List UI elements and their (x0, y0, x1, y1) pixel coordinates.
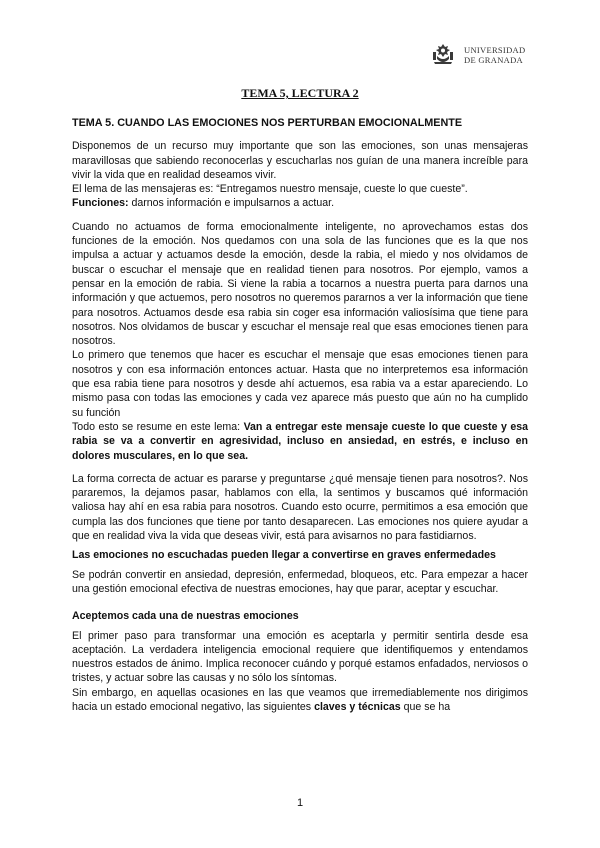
intro-paragraph-2: El lema de las mensajeras es: “Entregamos nuestro mensaje, cueste lo que cueste”. (72, 183, 468, 196)
logo-line-1: UNIVERSIDAD (464, 45, 526, 55)
university-crest-icon (428, 42, 458, 68)
body-paragraph-2: Lo primero que tenemos que hacer es escuchar el mensaje que esas emociones tienen para nosotros y con esa información entonces actuar. Hasta que no interpretemos esa información que esa rabia tiene para nosotros y desde ahí actuemos, esa rabia va a estar apareciendo. Lo mismo pasa con todas las emociones y cada vez aparece más puesto que aún no ha cumplido su función (72, 349, 528, 419)
university-logo (428, 42, 528, 68)
lema-intro: Todo esto se resume en este lema: (72, 420, 244, 433)
section-1-heading: Las emociones no escuchadas pueden llegar a convertirse en graves enfermedades (72, 549, 496, 562)
main-heading: TEMA 5. CUANDO LAS EMOCIONES NOS PERTURBAN EMOCIONALMENTE (72, 117, 463, 129)
section-2-p2-start: Sin embargo, en aquellas ocasiones en las que veamos que irremediablemente nos dirigimos hacia un estado emocional negativo, las siguientes (72, 686, 528, 713)
functions-label: Funciones: (72, 197, 129, 210)
body-paragraph-1: Cuando no actuamos de forma emocionalmente inteligente, no aprovechamos estas dos funciones de la emoción. Nos quedamos con una sola de las funciones que es la que nos impulsa a actuar y actuamos desde la emoción, desde la rabia, el miedo y nos olvidamos de buscar o escuchar el mensaje que en realidad tienen para nosotros. Por ejemplo, vamos a pensar en la emoción de rabia. Si viene la rabia a tocarnos a nuestra puerta para darnos una información y que actuemos, pero nosotros no queremos pararnos a ver la información que tiene para nosotros. Actuamos desde esa rabia sin coger esa información valiosísima que tiene para nosotros. Nos olvidamos de buscar y escuchar el mensaje real que esas emociones tienen para nosotros. (72, 220, 528, 348)
section-2-paragraph-1: El primer paso para transformar una emoción es aceptarla y permitir sentirla desde esa aceptación. La verdadera inteligencia emocional requiere que identifiquemos y entendamos nuestros estados de ánimo. Implica reconocer cuándo y porqué estamos enfadados, nerviosos o tristes, y actuar sobre las causas y no sólo los síntomas. (72, 629, 528, 685)
section-2-p2-bold: claves y técnicas (314, 700, 401, 713)
section-1-text: Se podrán convertir en ansiedad, depresión, enfermedad, bloqueos, etc. Para empezar a hacer una gestión emocional efectiva de nuestras emociones, hay que parar, aceptar y escuchar. (72, 568, 528, 595)
functions-text: darnos información e impulsarnos a actuar. (128, 197, 335, 210)
intro-paragraph-1: Disponemos de un recurso muy importante que son las emociones, son unas mensajeras maravillosas que sabiendo reconocerlas y escucharlas nos guían de una manera increíble para vivir la vida que en realidad deseamos vivir. (72, 140, 528, 181)
lecture-title-text: TEMA 5, LECTURA 2 (241, 86, 359, 100)
body-paragraph-3 (72, 420, 528, 463)
university-name (464, 45, 525, 65)
document-body (72, 116, 528, 714)
logo-line-2: DE GRANADA (464, 55, 523, 65)
section-2-p2-end: que se ha (400, 700, 451, 713)
functions-paragraph (72, 196, 528, 210)
section-2-heading: Aceptemos cada una de nuestras emociones (72, 610, 299, 623)
lecture-title (0, 86, 600, 101)
page-number: 1 (296, 797, 304, 809)
lema-bold: Van a entregar este mensaje cueste lo que cueste y esa rabia se va a convertir en agresividad, incluso en ansiedad, en estrés, e incluso en dolores musculares, en lo que sea. (72, 420, 528, 462)
body-paragraph-4: La forma correcta de actuar es pararse y preguntarse ¿qué mensaje tienen para nosotros?. Nos pararemos, la dejamos pasar, hablamos con ella, la sentimos y buscamos qué información valiosa hay ahí en esa rabia para nosotros. Cuando esto ocurre, permitimos a esa emoción que cumpla las dos funciones que tiene por tanto desaparecen. Las emociones nos quiere ayudar a que en realidad viva la vida que deseas vivir, está para avisarnos no para fastidiarnos. (72, 472, 528, 543)
section-2-paragraph-2 (72, 686, 528, 715)
